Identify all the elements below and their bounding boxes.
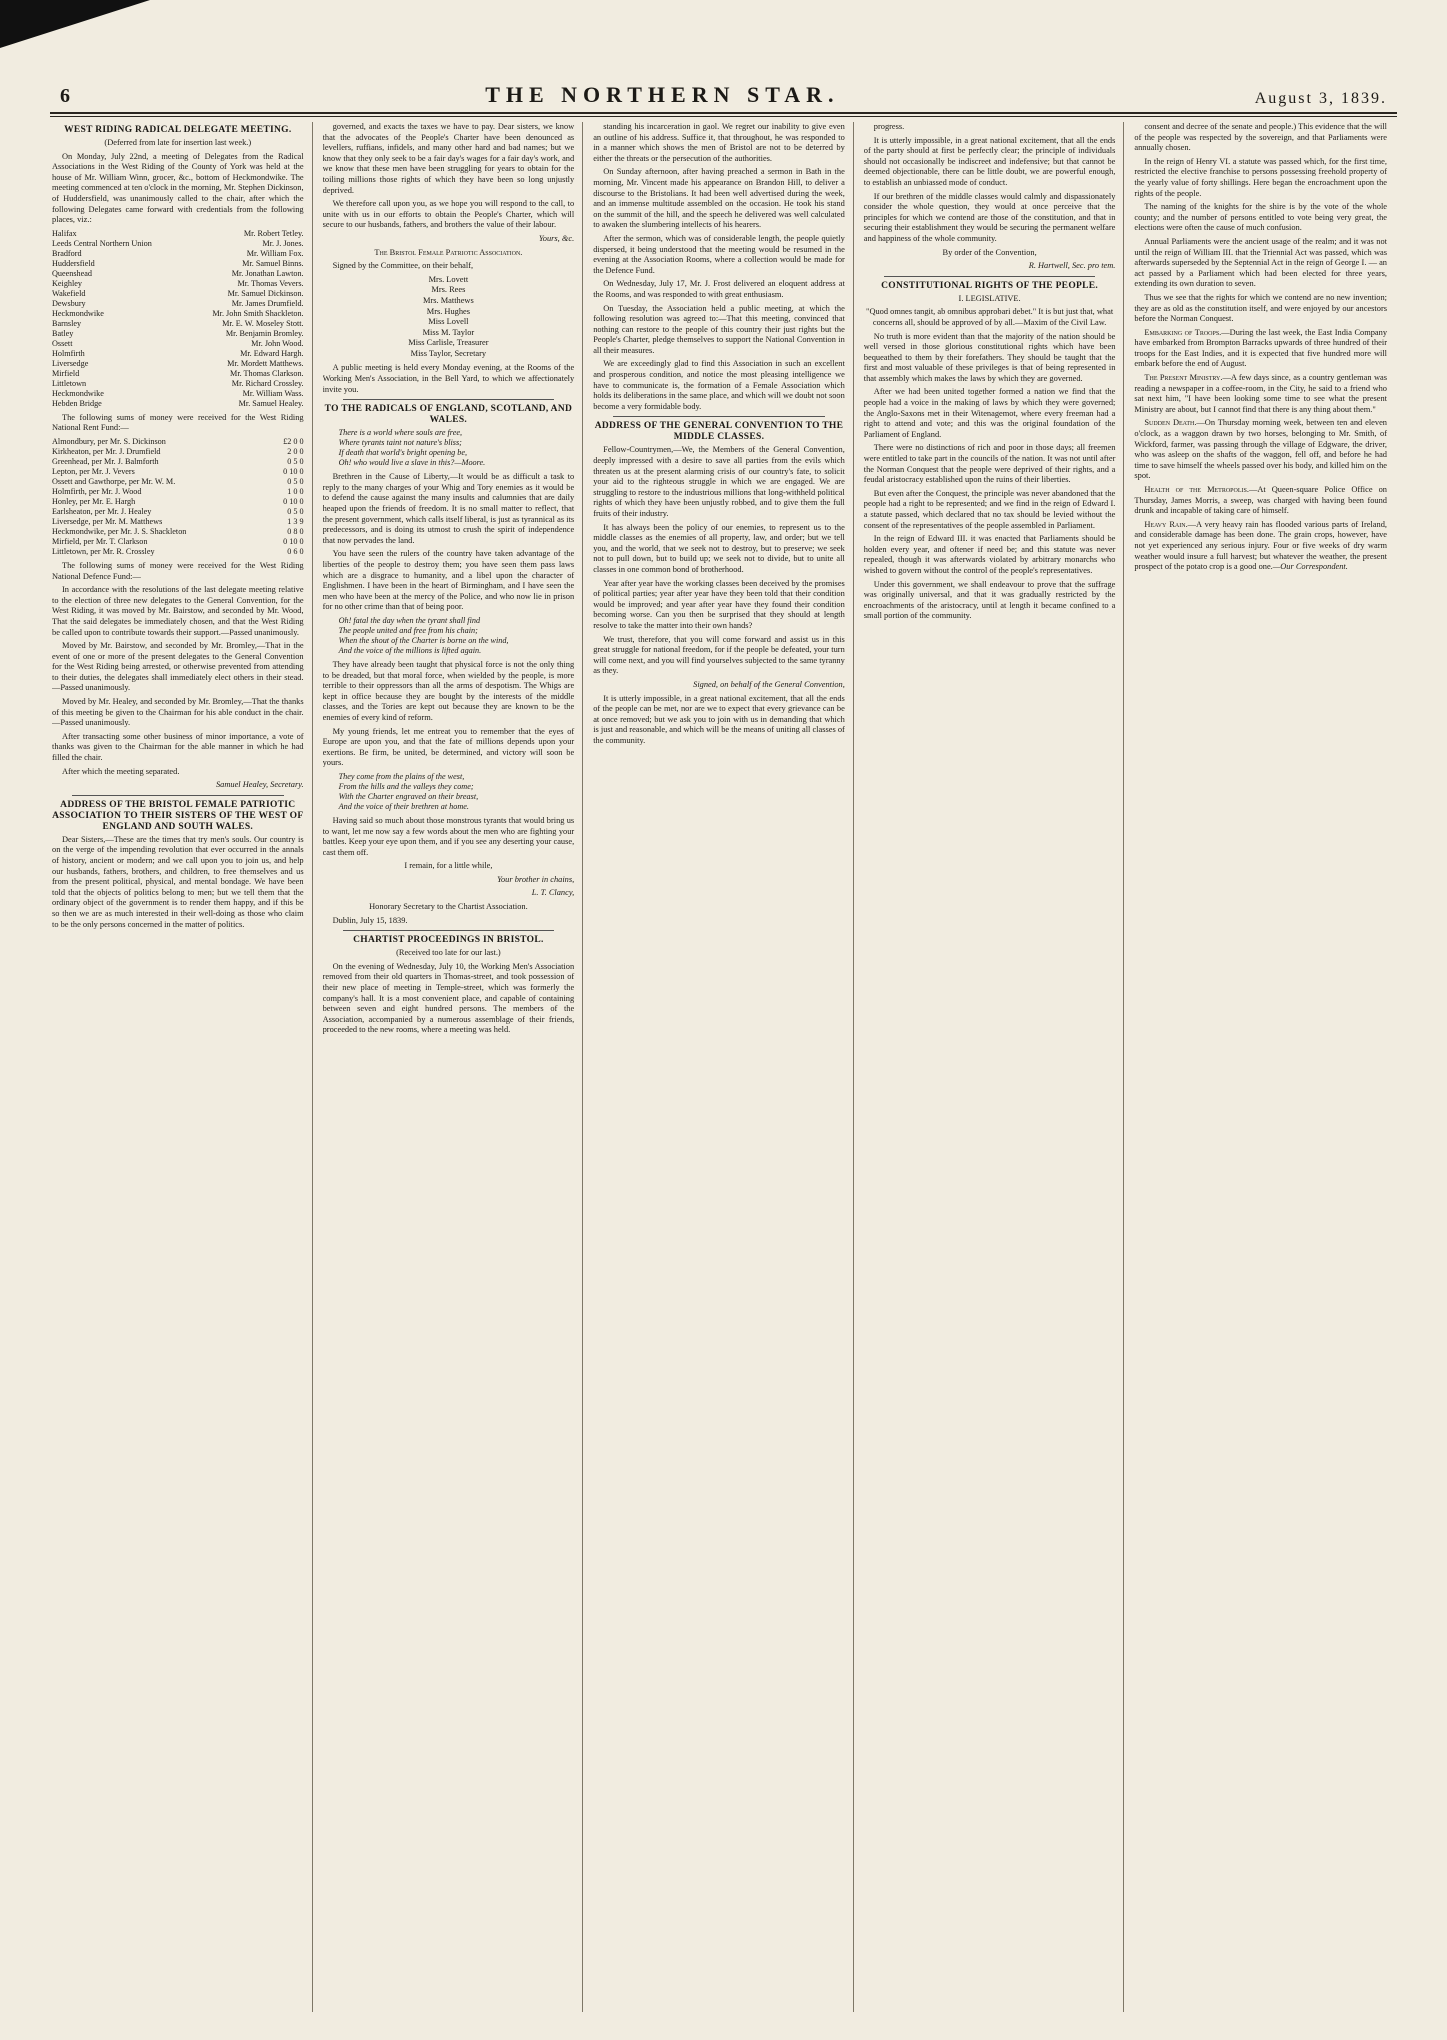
paragraph: After we had been united together formed a nation we find that the people had a voice in the making of laws by which they were governed; the Anglo-Saxons met in their Witenagemot, where every freeman had a right to attend and vote; and this was the original foundation of the Parliament of England. <box>863 387 1116 439</box>
signature: The Bristol Female Patriotic Association. <box>374 247 523 257</box>
signature: Yours, &c. <box>538 233 575 243</box>
rent-row <box>52 527 304 537</box>
delegate-row-place: Liversedge <box>52 358 89 368</box>
paragraph: On the evening of Wednesday, July 10, the Working Men's Association removed from their old quarters in Thomas-street, and took possession of their new place of meeting in Temple-street, which was formerly the company's hall. It is a most convenient place, and capable of containing between seven and eight hundred persons. The members of the Association, accompanied by a numerous assemblage of their friends, proceeded to the new rooms, where a meeting was held. <box>322 961 575 1035</box>
signature: Signed, on behalf of the General Convention, <box>693 679 845 689</box>
paragraph: After which the meeting separated. <box>62 766 180 776</box>
article-divider <box>72 795 284 796</box>
rent-row <box>52 447 304 457</box>
delegate-row-value: Mr. Benjamin Bromley. <box>225 328 304 338</box>
news-item-text: —A very heavy rain has flooded various parts of Ireland, and considerable damage has been done. The grain crops, however, have not yet experienced any serious injury. Four or five weeks of dry warm weather would insure a full harvest; but whatever the weather, the present prospect of the potato crop is a good one. <box>1134 519 1387 572</box>
committee-name: Miss M. Taylor <box>422 327 475 337</box>
delegate-row <box>52 239 304 249</box>
news-item-title: Embarking of Troops. <box>1144 327 1222 337</box>
verse-line: Oh! who would live a slave in this?—Moore. <box>338 458 486 468</box>
verse-line: They come from the plains of the west, <box>338 771 465 781</box>
paragraph: No truth is more evident than that the majority of the nation should be well versed in those glorious constitutional rights which have been bequeathed to them by their forefathers. They should be taught that the first and most valuable of these privileges is that of being represented in that assembly which makes the laws by which they are governed. <box>863 331 1116 383</box>
verse-line: Oh! fatal the day when the tyrant shall find <box>338 615 481 625</box>
article-divider <box>343 930 555 931</box>
news-item-text: —A few days since, as a country gentleman was reading a newspaper in a coffee-room, in the City, he said to a friend who sat next him, "I have been looking some time to see what the present Ministry are about, but I cannot find that there is any thing about them." <box>1134 373 1387 414</box>
verse-line: When the shout of the Charter is borne on the wind, <box>338 635 509 645</box>
header-rule-thin <box>50 116 1397 117</box>
signature: L. T. Clancy, <box>531 888 575 898</box>
delegate-row-value: Mr. J. Jones. <box>262 238 304 248</box>
paragraph: In the reign of Edward III. it was enacted that Parliaments should be holden every year, and oftener if need be; and this statute was never repealed, though it was afterwards violated by arbitrary monarchs who wished to govern without the control of the people's representatives. <box>863 534 1116 575</box>
article-subheading: (Deferred from late for insertion last week.) <box>104 138 252 147</box>
news-item-title: The Present Ministry. <box>1144 373 1223 383</box>
news-item <box>1134 373 1387 415</box>
paragraph: You have seen the rulers of the country have taken advantage of the liberties of the people to destroy them; you have seen them pass laws which are a disgrace to humanity, and a libel upon the character of Englishmen. I have been in the heart of Birmingham, and I have seen the men who have been at the mercy of the Police, and who now lie in prison for no other crime than that of being poor. <box>322 549 575 612</box>
rent-row-place: Greenhead, per Mr. J. Balmforth <box>52 456 159 466</box>
signature: R. Hartwell, Sec. pro tem. <box>1028 261 1116 271</box>
verse-line: And the voice of the millions is lifted again. <box>338 645 482 655</box>
rent-list <box>52 437 304 557</box>
paragraph: The following sums of money were received for the West Riding National Defence Fund:— <box>52 560 304 581</box>
rent-row-place: Littletown, per Mr. R. Crossley <box>52 546 155 556</box>
paragraph: consent and decree of the senate and people.) This evidence that the will of the people was respected by the sovereign, and that Parliaments were annually chosen. <box>1134 122 1387 153</box>
committee-name: Miss Carlisle, Treasurer <box>408 338 489 348</box>
rent-row-value: 0 10 0 <box>283 466 304 476</box>
rent-row-value: 2 0 0 <box>287 446 304 456</box>
news-item <box>1134 328 1387 370</box>
delegate-row <box>52 369 304 379</box>
delegate-row <box>52 259 304 269</box>
delegate-row-place: Ossett <box>52 338 73 348</box>
delegate-row <box>52 359 304 369</box>
delegate-row <box>52 279 304 289</box>
committee-name: Mrs. Lovett <box>428 274 469 284</box>
delegate-row <box>52 389 304 399</box>
article-divider <box>613 416 825 417</box>
header-rule <box>50 112 1397 114</box>
delegate-row <box>52 229 304 239</box>
delegate-row-place: Heckmondwike <box>52 308 104 318</box>
signature: Your brother in chains, <box>497 874 575 884</box>
verse-line: From the hills and the valleys they come; <box>338 781 474 791</box>
rent-row <box>52 537 304 547</box>
column-3 <box>593 122 854 2012</box>
paragraph: In the reign of Henry VI. a statute was passed which, for the first time, restricted the elective franchise to persons possessing freehold property of the yearly value of forty shillings. Here began the encroachment upon the rights of the people. <box>1134 156 1387 198</box>
verse-line: And the voice of their brethren at home. <box>338 801 469 811</box>
paragraph: There were no distinctions of rich and poor in those days; all freemen were entitled to take part in the councils of the nation. It was not until after the Norman Conquest that the people were deprived of their rights, and a feudal aristocracy established upon the ruins of their liberties. <box>863 443 1116 485</box>
news-item-title: Health of the Metropolis. <box>1144 485 1249 494</box>
delegate-row-place: Huddersfield <box>52 258 95 268</box>
delegate-row-place: Hebden Bridge <box>52 398 102 408</box>
news-item-title: Heavy Rain. <box>1144 519 1188 529</box>
paragraph: On Monday, July 22nd, a meeting of Delegates from the Radical Associations in the West Riding of the County of York was held at the house of Mr. William Winn, grocer, &c., bottom of Heckmondwike. The meeting commenced at ten o'clock in the morning, Mr. Stephen Dickinson, of Huddersfield, was unanimously called to the chair, after which the following Delegates came forward with credentials from the following places, viz.: <box>52 151 304 225</box>
delegate-row <box>52 299 304 309</box>
rent-row-value: 0 5 0 <box>287 506 304 516</box>
rent-row <box>52 507 304 517</box>
verse-line: With the Charter engraved on their breast, <box>338 791 479 801</box>
paragraph: Fellow-Countrymen,—We, the Members of the General Convention, deeply impressed with a desire to save all parties from the evils which threaten us at the present alarming crisis of our country's fate, to solicit your aid to the righteous struggle in which we are engaged. We are struggling to restore to the industrious millions that long-withheld political rights of which they have been unjustly robbed, and to give them the full fruits of their industry. <box>593 445 845 518</box>
article-heading: CONSTITUTIONAL RIGHTS OF THE PEOPLE. <box>881 280 1099 291</box>
paragraph: After transacting some other business of minor importance, a vote of thanks was given to the Chairman for the able manner in which he had filled the chair. <box>52 731 304 763</box>
delegate-row-place: Dewsbury <box>52 298 86 308</box>
delegate-row-place: Mirfield <box>52 368 80 378</box>
paragraph: governed, and exacts the taxes we have to pay. Dear sisters, we know that the advocates of the People's Charter have been denounced as levellers, ruffians, infidels, and many other hard and bad names; but we know that they only seek to be a fair day's wages for a fair day's work, and we know that these men have been struggling for years to obtain for the toiling millions those rights of which they have been so long unjustly deprived. <box>322 122 575 195</box>
paragraph: standing his incarceration in gaol. We regret our inability to give even an outline of his address. Suffice it, that throughout, he was responded to in a manner which shows the men of Bristol are not to be deterred by either the threats or the persecution of the authorities. <box>593 122 845 163</box>
verse-line: The people united and free from his chain; <box>338 625 478 635</box>
news-item-text: —At Queen-square Police Office on Thursday, James Morris, a sweep, was charged with having been found drunk and incapable of taking care of himself. <box>1134 485 1387 516</box>
delegate-row <box>52 399 304 409</box>
delegate-row-value: Mr. Samuel Dickinson. <box>227 288 304 298</box>
delegate-row <box>52 309 304 319</box>
masthead-title: THE NORTHERN STAR. <box>485 82 840 107</box>
delegate-row-value: Mr. Jonathan Lawton. <box>231 268 304 278</box>
rent-row-value: 0 5 0 <box>287 476 304 486</box>
delegate-row-place: Holmfirth <box>52 348 85 358</box>
delegate-row-place: Barnsley <box>52 318 82 328</box>
article-heading: ADDRESS OF THE GENERAL CONVENTION TO THE MIDDLE CLASSES. <box>594 421 844 443</box>
delegate-row-value: Mr. Samuel Binns. <box>242 258 304 268</box>
news-item-title: Sudden Death. <box>1144 418 1197 428</box>
paragraph: Moved by Mr. Healey, and seconded by Mr. Bromley,—That the thanks of this meeting be given to the Chairman for his able conduct in the chair.—Passed unanimously. <box>52 697 304 728</box>
rent-row-value: 1 3 9 <box>287 516 304 526</box>
paragraph: The naming of the knights for the shire is by the vote of the whole county; and the number of persons entitled to vote being very great, the elections were often the cause of much confusion. <box>1134 202 1387 233</box>
paragraph: It is utterly impossible, in a great national excitement, that all the ends of the party should at first be perfectly clear; the principle of individuals should not occasionally be indiscreet and indefensive; but that cannot be deemed objectionable, there can be little doubt, we are powerful enough, to establish an unbiassed mode of conduct. <box>863 135 1116 187</box>
paragraph: If our brethren of the middle classes would calmly and dispassionately consider the whole question, they would at once perceive that the principles for which we contend are those of the constitution, and that in securing their establishment they would be securing the permanent welfare and happiness of the whole community. <box>863 191 1116 243</box>
delegate-row-place: Wakefield <box>52 288 86 298</box>
rent-row <box>52 497 304 507</box>
article-heading: CHARTIST PROCEEDINGS IN BRISTOL. <box>353 935 544 946</box>
paragraph: My young friends, let me entreat you to remember that the eyes of Europe are upon you, and that the fate of millions depends upon your exertions. Be firm, be united, be determined, and victory will soon be yours. <box>322 726 575 768</box>
article-subheading: (Received too late for our last.) <box>396 948 501 958</box>
paragraph: Annual Parliaments were the ancient usage of the realm; and it was not until the reign of William III. that the Triennial Act was passed, which was afterwards superseded by the Septennial Act in the reign of George I. — an act passed by a Parliament which had been elected for three years, extending its own duration to seven. <box>1134 236 1387 289</box>
news-item <box>1134 418 1387 482</box>
rent-row-place: Mirfield, per Mr. T. Clarkson <box>52 536 148 546</box>
delegate-list <box>52 229 304 409</box>
delegate-row-value: Mr. John Wood. <box>251 338 304 348</box>
committee-name: Mrs. Hughes <box>426 306 471 316</box>
delegate-row-place: Batley <box>52 328 74 338</box>
news-item <box>1134 520 1387 573</box>
paragraph: After the sermon, which was of considerable length, the people quietly dispersed, it being understood that the meeting would be resumed in the evening at the Association Rooms, where a collection would be made for the Defence Fund. <box>593 233 845 275</box>
paragraph: We therefore call upon you, as we hope you will respond to the call, to unite with us in our efforts to obtain the People's Charter, which will secure to our husbands, fathers, and brothers the value of their labour. <box>322 199 575 230</box>
committee-name: Mrs. Matthews <box>423 295 474 305</box>
delegate-row-value: Mr. William Wass. <box>242 388 304 398</box>
article-heading: WEST RIDING RADICAL DELEGATE MEETING. <box>64 125 292 135</box>
delegate-row-value: Mr. Edward Hargh. <box>240 348 304 358</box>
paragraph: We trust, therefore, that you will come forward and assist us in this great struggle for national freedom, for if the people be defeated, your turn will come next, and you will find yourselves subjected to the same tyranny as they. <box>593 634 845 676</box>
verse-line: Where tyrants taint not nature's bliss; <box>338 438 462 448</box>
rent-row-value: 1 0 0 <box>287 486 304 496</box>
news-item-text: —During the last week, the East India Company have embarked from Brompton Barracks upwards of three hundred of their troops for the East Indies, and it is expected that five hundred more will embark before the end of August. <box>1134 327 1388 369</box>
column-1 <box>52 122 313 2012</box>
rent-row-value: 0 10 0 <box>283 496 304 506</box>
issue-date: August 3, 1839. <box>1254 90 1387 107</box>
signature: Samuel Healey, Secretary. <box>215 780 304 790</box>
delegate-row-place: Littletown <box>52 378 87 388</box>
paragraph: Year after year have the working classes been deceived by the promises of political parties; year after year have they been told that their condition would be improved; and year after year have they found their condition becoming worse. Can you then be surprised that they should at length resolve to take the matter into their own hands? <box>593 578 845 630</box>
paragraph: Moved by Mr. Bairstow, and seconded by Mr. Bromley,—That in the event of one or more of the present delegates to the General Convention for the West Riding being arrested, or otherwise prevented from attending to their duties, the delegates shall immediately elect others in their stead.—Passed unanimously. <box>52 641 304 693</box>
delegate-row-place: Halifax <box>52 228 77 238</box>
delegate-row-place: Leeds Central Northern Union <box>52 238 152 248</box>
paragraph: Dear Sisters,—These are the times that try men's souls. Our country is on the verge of the impending revolution that ever occurred in the annals of history, ancient or modern; and we call upon you to join us, and help our husbands, fathers, brothers, and children, to free themselves and us from the present political, physical, and mental bondage. We have been told that the objects of politics belong to men; but we tell them that the ordinary object of the government is to render them happy, and if this be so then we are as much interested in their well-doing as those who claim to be the only persons concerned in the matter of politics. <box>52 834 304 929</box>
verse <box>323 428 575 468</box>
rent-row-place: Earlsheaton, per Mr. J. Healey <box>52 506 152 516</box>
rent-row-place: Lepton, per Mr. J. Vevers <box>52 466 135 476</box>
article-heading: ADDRESS OF THE BRISTOL FEMALE PATRIOTIC ASSOCIATION TO THEIR SISTERS OF THE WEST OF ENGLAND AND SOUTH WALES. <box>52 799 304 832</box>
delegate-row <box>52 379 304 389</box>
column-4 <box>864 122 1125 2012</box>
rent-row-value: 0 10 0 <box>283 536 304 546</box>
rent-row-value: 0 5 0 <box>287 456 304 466</box>
delegate-row-place: Heckmondwike <box>52 388 104 398</box>
news-item-text: —On Thursday morning week, between ten and eleven o'clock, as a waggon drawn by two horses, belonging to Mr. Smith, of Wickford, farmer, was passing through the village of Edgware, the driver, who was asleep on the shafts of the waggon, fell off, and before he had time to save himself the wheels passed over his body, and killed him on the spot. <box>1134 418 1387 481</box>
delegate-row <box>52 319 304 329</box>
article-divider <box>884 276 1096 277</box>
paragraph: In accordance with the resolutions of the last delegate meeting relative to the election of three new delegates to the General Convention, for the West Riding, it was moved by Mr. Bairstow, and seconded by Mr. Wood, That the said delegates be immediately chosen, and that the West Riding be called upon to contribute towards their support.—Passed unanimously. <box>52 585 304 637</box>
delegate-row <box>52 339 304 349</box>
article-divider <box>343 399 555 400</box>
rent-row-place: Heckmondwike, per Mr. J. S. Shackleton <box>52 526 187 536</box>
delegate-row-value: Mr. William Fox. <box>246 248 304 258</box>
rent-row-value: £2 0 0 <box>283 436 304 446</box>
paragraph: They have already been taught that physical force is not the only thing to be dreaded, but that moral force, when wielded by the people, is more terrible to their oppressors than all the arms of despotism. The Whigs are kept in office because they are bought by the interests of the middle classes, and the Tories are kept out because they are known to be the enemies of every kind of reform. <box>322 659 575 722</box>
delegate-row <box>52 329 304 339</box>
delegate-row-value: Mr. Mordett Matthews. <box>227 358 304 368</box>
paragraph: The following sums of money were received for the West Riding National Rent Fund:— <box>52 412 304 433</box>
verse-line: If death that world's bright opening be, <box>338 448 468 458</box>
rent-row-value: 0 6 0 <box>287 546 304 556</box>
paragraph: Brethren in the Cause of Liberty,—It would be as difficult a task to reply to the many charges of your Whig and Tory enemies as it would be to defend the cause against the many insults and calumnies that are daily heaped upon the friends of freedom. It is no small matter to reflect, that the present government, which calls itself liberal, is just as tyrannical as its predecessors, and is doing its utmost to crush the spirit of independence that now pervades the land. <box>322 472 575 545</box>
page-corner-mark <box>0 0 150 48</box>
committee-name: Mrs. Rees <box>431 285 466 295</box>
delegate-row-value: Mr. Thomas Clarkson. <box>230 368 304 378</box>
rent-row-place: Almondbury, per Mr. S. Dickinson <box>52 436 166 446</box>
rent-row-place: Honley, per Mr. E. Hargh <box>52 496 136 506</box>
paragraph: Thus we see that the rights for which we contend are no new invention; they are as old as the constitution itself, and were enjoyed by our ancestors before the Norman Conquest. <box>1134 292 1387 324</box>
paragraph: On Wednesday, July 17, Mr. J. Frost delivered an eloquent address at the Rooms, and was responded to with great enthusiasm. <box>593 279 845 299</box>
verse <box>323 616 575 656</box>
rent-row-place: Ossett and Gawthorpe, per Mr. W. M. <box>52 476 176 486</box>
signature: Honorary Secretary to the Chartist Association. <box>369 902 528 912</box>
delegate-row-value: Mr. E. W. Moseley Stott. <box>222 318 304 328</box>
delegate-row-value: Mr. Thomas Vevers. <box>237 278 304 288</box>
verse <box>323 772 575 812</box>
dateline: Dublin, July 15, 1839. <box>332 915 408 925</box>
article-subheading: I. LEGISLATIVE. <box>958 293 1021 303</box>
paragraph: Having said so much about those monstrous tyrants that would bring us to want, let me now say a few words about the men who are fighting your battles. Keep your eye upon them, and if you see any deserting your cause, cast them off. <box>322 815 575 857</box>
delegate-row-place: Queenshead <box>52 268 93 278</box>
delegate-row-place: Bradford <box>52 248 82 258</box>
delegate-row-value: Mr. James Drumfield. <box>231 298 304 308</box>
paragraph: A public meeting is held every Monday evening, at the Rooms of the Working Men's Association, in the Bell Yard, to which we affectionately invite you. <box>322 363 575 394</box>
columns <box>52 122 1395 2012</box>
paragraph: By order of the Convention, <box>942 247 1037 257</box>
paragraph: progress. <box>873 122 905 131</box>
paragraph: On Sunday afternoon, after having preached a sermon in Bath in the morning, Mr. Vincent made his appearance on Brandon Hill, to deliver a discourse to the Bristolians. It had been well advertised during the week, and an immense multitude assembled on the occasion. He took his stand on the summit of the hill, and the speech he delivered was well calculated to awaken the slumbering intellects of his hearers. <box>593 167 845 230</box>
paragraph: But even after the Conquest, the principle was never abandoned that the people had a right to be represented; and we find in the reign of Edward I. a statute passed, which declared that no tax should be levied without the consent of the representatives of the people assembled in Parliament. <box>863 488 1116 530</box>
rent-row <box>52 437 304 447</box>
delegate-row <box>52 349 304 359</box>
page-number: 6 <box>60 85 70 107</box>
rent-row-value: 0 8 0 <box>287 526 304 536</box>
delegate-row-value: Mr. Richard Crossley. <box>231 378 304 388</box>
delegate-row <box>52 269 304 279</box>
rent-row <box>52 467 304 477</box>
rent-row-place: Kirkheaton, per Mr. J. Drumfield <box>52 446 161 456</box>
paragraph: Signed by the Committee, on their behalf, <box>332 261 474 271</box>
epigraph: "Quod omnes tangit, ab omnibus approbari debet." It is but just that, what concerns all, should be approved of by all.—Maxim of the Civil Law. <box>866 307 1114 327</box>
committee-name: Miss Taylor, Secretary <box>410 348 487 358</box>
column-2 <box>323 122 584 2012</box>
news-item-credit: —Our Correspondent. <box>1272 562 1348 572</box>
delegate-row-value: Mr. Samuel Healey. <box>238 398 304 408</box>
paragraph: It has always been the policy of our enemies, to represent us to the middle classes as the enemies of all property, law, and order; but we tell you, and the world, that we seek not to destroy, but to preserve; we seek not to pull down, but to build up; we seek not to divide, but to unite all classes in one common bond of brotherhood. <box>593 522 845 574</box>
paragraph: It is utterly impossible, in a great national excitement, that all the ends of the people can be met, nor are we to expect that every grievance can be at once removed; but we ask you to join with us in demanding that which is just and reasonable, and which will be the means of uniting all classes of the community. <box>593 693 845 745</box>
rent-row <box>52 487 304 497</box>
rent-row <box>52 517 304 527</box>
rent-row <box>52 457 304 467</box>
paragraph: We are exceedingly glad to find this Association in such an excellent and prosperous condition, and notice the most pleasing intelligence we have to communicate is, the formation of a Female Association which holds its deliberations in the same place, and which will we doubt not soon become a very formidable body. <box>593 359 845 411</box>
paragraph: On Tuesday, the Association held a public meeting, at which the following resolution was agreed to:—That this meeting, convinced that nothing can restore to the people of this country their just rights but the People's Charter, pledge themselves to support the National Convention in all their measures. <box>593 303 845 355</box>
committee-names <box>323 275 575 360</box>
committee-name: Miss Lovell <box>428 317 469 327</box>
delegate-row <box>52 289 304 299</box>
delegate-row-place: Keighley <box>52 278 83 288</box>
delegate-row-value: Mr. John Smith Shackleton. <box>212 308 304 318</box>
verse-line: There is a world where souls are free, <box>338 428 463 438</box>
paragraph: Under this government, we shall endeavour to prove that the suffrage was originally universal, and that it was gradually restricted by the encroachments of the aristocracy, until at length it became confined to a small portion of the community. <box>863 579 1116 621</box>
delegate-row <box>52 249 304 259</box>
rent-row-place: Holmfirth, per Mr. J. Wood <box>52 486 142 496</box>
article-heading: TO THE RADICALS OF ENGLAND, SCOTLAND, AND WALES. <box>324 404 573 426</box>
paragraph: I remain, for a little while, <box>404 861 493 871</box>
page-header <box>60 80 1387 108</box>
delegate-row-value: Mr. Robert Tetley. <box>243 228 304 238</box>
column-5 <box>1134 122 1395 2012</box>
news-item <box>1134 485 1387 517</box>
rent-row-place: Liversedge, per Mr. M. Matthews <box>52 516 163 526</box>
rent-row <box>52 477 304 487</box>
rent-row <box>52 547 304 557</box>
